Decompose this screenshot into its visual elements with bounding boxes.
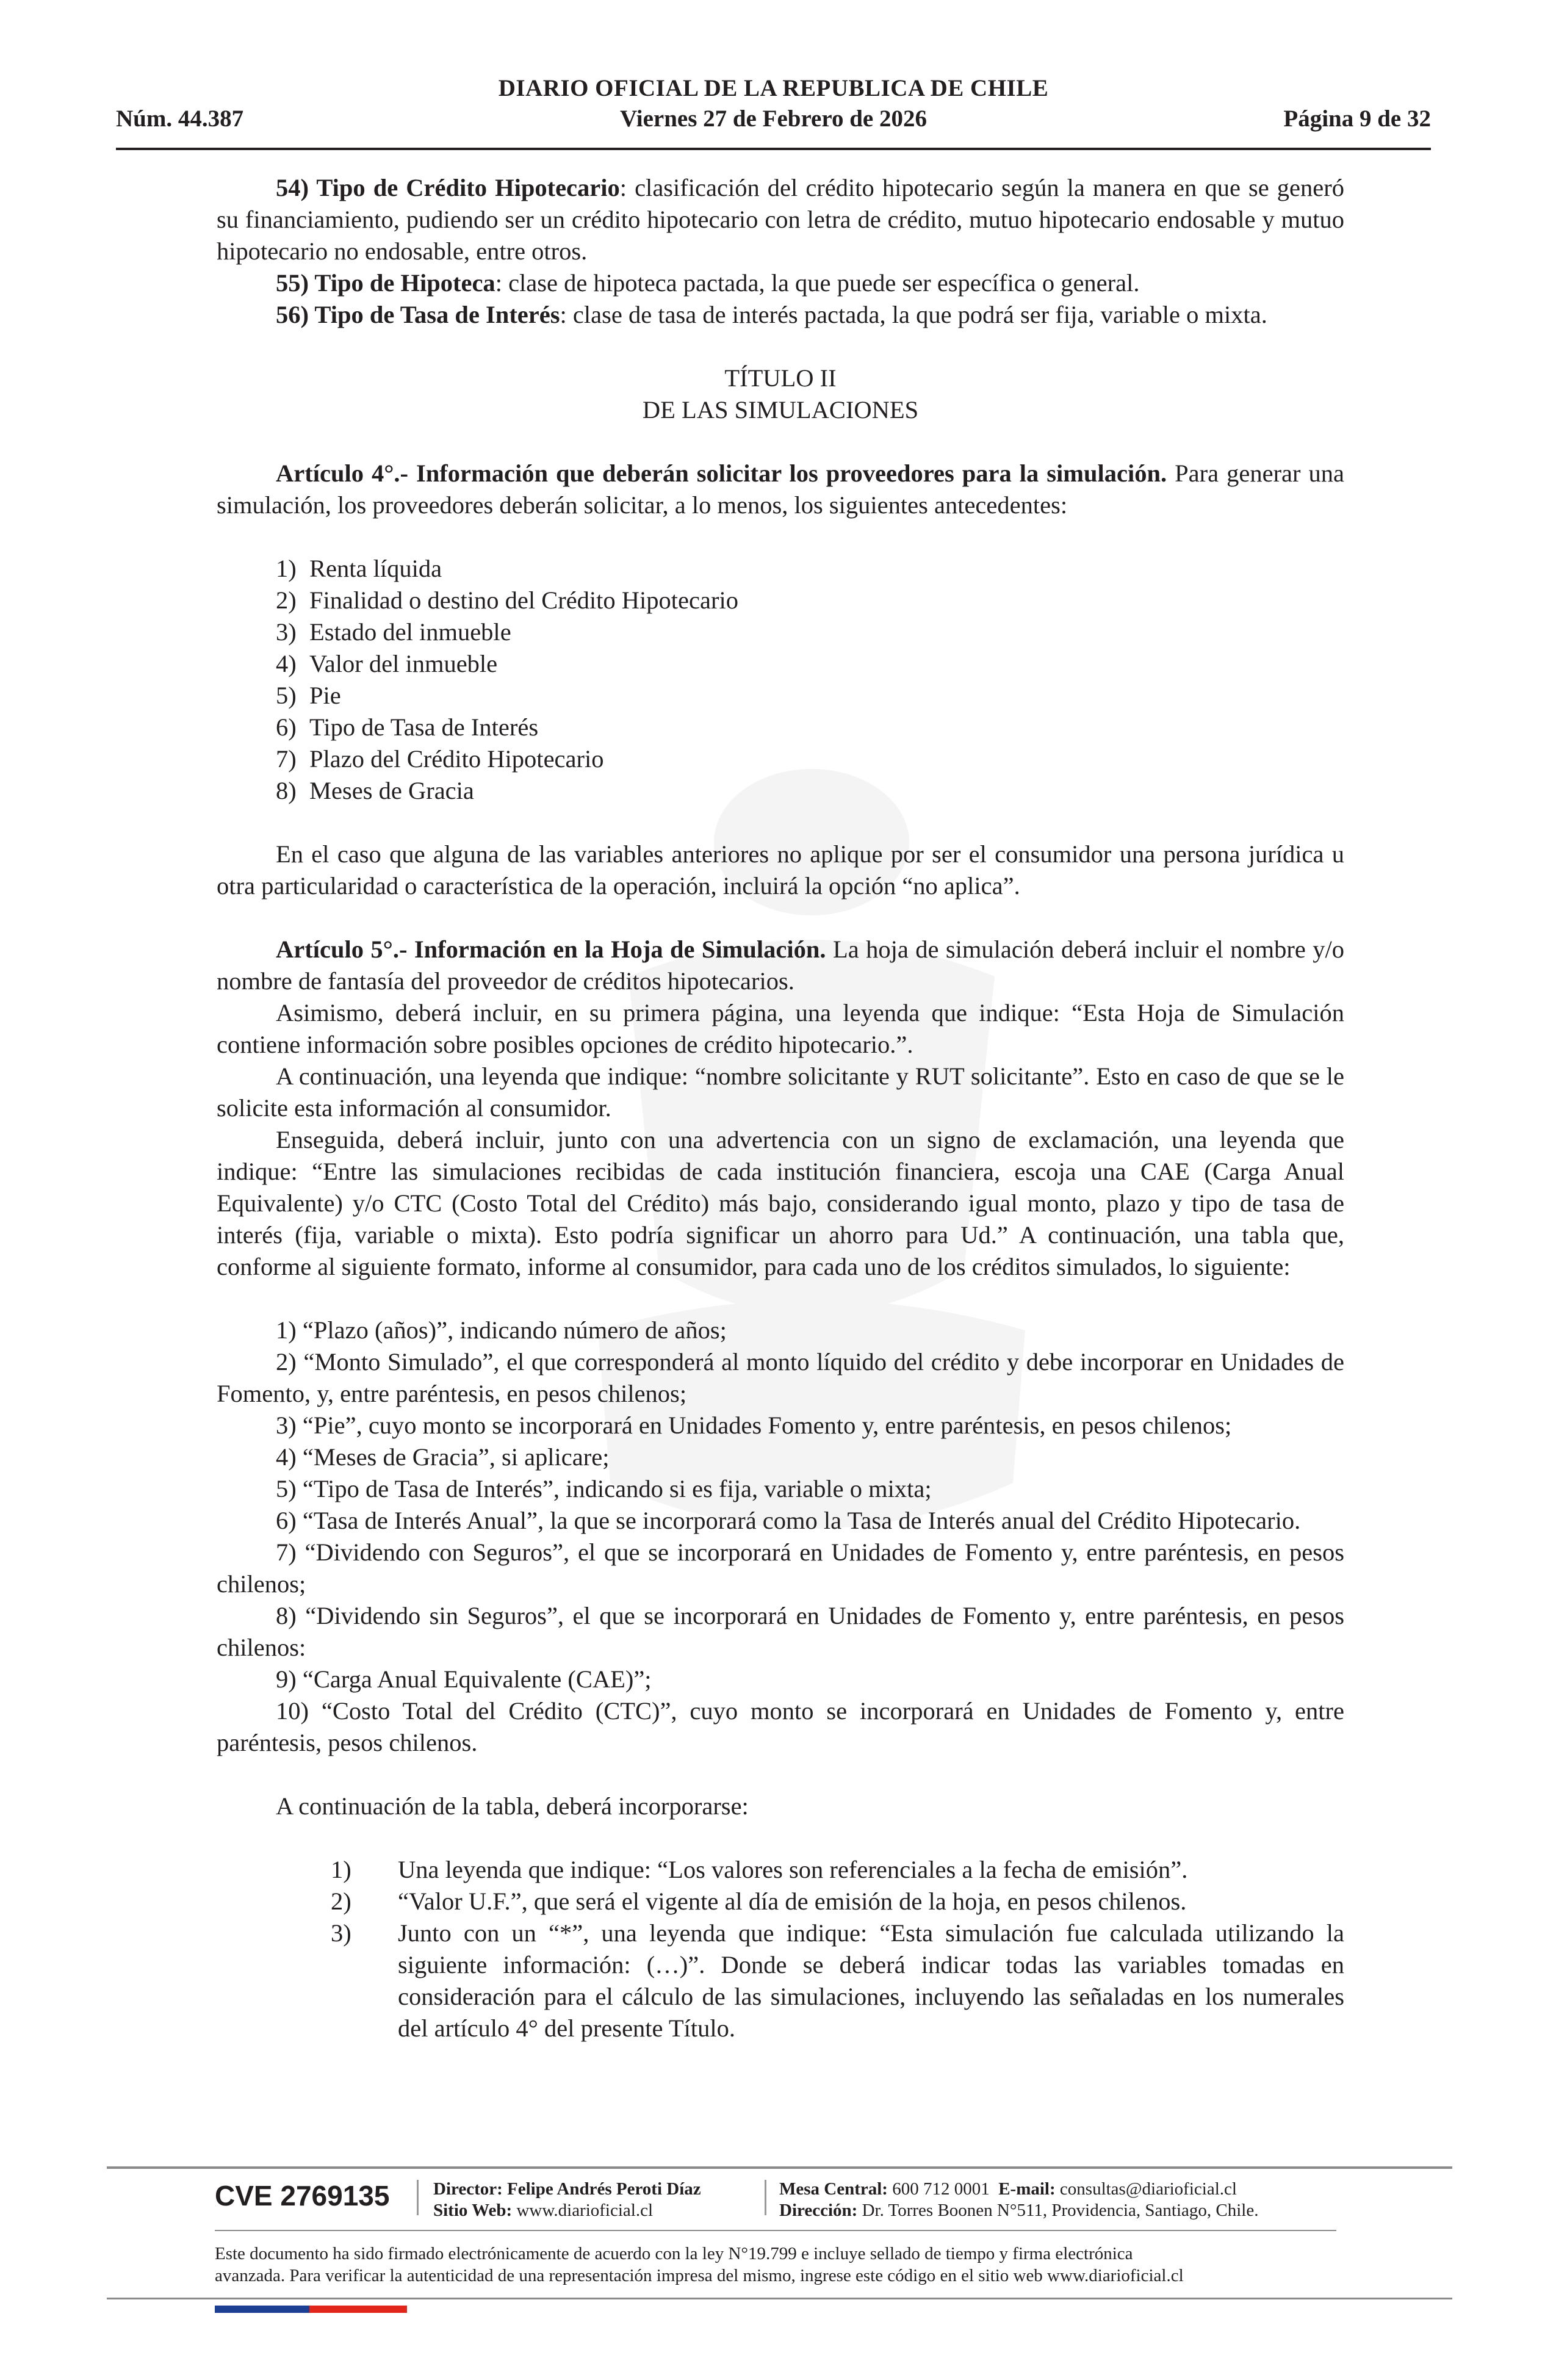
table-item: 10) “Costo Total del Crédito (CTC)”, cuyo monto se incorporará en Unidades de Fomento y, entre paréntesis, pesos chilenos. xyxy=(217,1697,1344,1756)
list-item: 6) Tipo de Tasa de Interés xyxy=(276,713,539,741)
phone-number: 600 712 0001 xyxy=(892,2179,990,2199)
director-name: Felipe Andrés Peroti Díaz xyxy=(507,2179,701,2199)
definition-55: 55) Tipo de Hipoteca: clase de hipoteca pactada, la que puede ser específica o general. xyxy=(276,269,1140,297)
title-name: DE LAS SIMULACIONES xyxy=(642,396,919,424)
table-item: 8) “Dividendo sin Seguros”, el que se incorporará en Unidades de Fomento y, entre paréntesis, en pesos chilenos: xyxy=(217,1602,1344,1661)
page-number: Página 9 de 32 xyxy=(1283,106,1431,132)
legal-notice: Este documento ha sido firmado electrónicamente de acuerdo con la ley N°19.799 e incluye sellado de tiempo y firma electrónica avanzada. Para verificar la autenticidad de una representación impresa del mismo, ingrese este código en el sitio web www.diarioficial.cl xyxy=(215,2244,1184,2285)
sub-list-item: 1) Una leyenda que indique: “Los valores son referenciales a la fecha de emisión”. xyxy=(331,1856,1188,1883)
title-number: TÍTULO II xyxy=(724,364,837,392)
list-item: 3) Estado del inmueble xyxy=(276,618,511,646)
issue-number: Núm. 44.387 xyxy=(116,106,244,132)
definition-term: 55) Tipo de Hipoteca xyxy=(276,269,495,297)
footer-contact-block: Mesa Central: 600 712 0001 E-mail: consultas@diarioficial.cl Dirección: Dr. Torres Boonen N°511, Providencia, Santiago, Chile. xyxy=(779,2179,1259,2220)
document-body xyxy=(217,172,1344,2044)
table-item: 2) “Monto Simulado”, el que corresponderá al monto líquido del crédito y debe incorporar en Unidades de Fomento, y, entre paréntesis, en pesos chilenos; xyxy=(217,1348,1344,1407)
address: Dr. Torres Boonen N°511, Providencia, Santiago, Chile. xyxy=(862,2201,1259,2220)
footer-divider xyxy=(107,2166,1452,2169)
issue-date: Viernes 27 de Febrero de 2026 xyxy=(620,106,927,132)
article-5-paragraph: A continuación, una leyenda que indique: “nombre solicitante y RUT solicitante”. Esto en caso de que se le solicite esta información al consumidor. xyxy=(217,1062,1344,1122)
footer-divider xyxy=(107,2298,1452,2299)
email-link[interactable]: consultas@diarioficial.cl xyxy=(1059,2179,1237,2199)
table-item: 5) “Tipo de Tasa de Interés”, indicando si es fija, variable o mixta; xyxy=(276,1475,932,1502)
footer-director-block: Director: Felipe Andrés Peroti Díaz Sitio Web: www.diarioficial.cl xyxy=(433,2179,701,2220)
sub-list-item: 3) Junto con un “*”, una leyenda que indique: “Esta simulación fue calculada utilizando la siguiente información: (…)”. Donde se deberá indicar todas las variables tomadas en consideración para el cálculo de las simulaciones, incluyendo las señaladas en los numerales del artículo 4° del presente Título. xyxy=(331,1919,1344,2042)
article-4-heading: Artículo 4°.- Información que deberán solicitar los proveedores para la simulación. xyxy=(276,460,1167,487)
table-item: 1) “Plazo (años)”, indicando número de años; xyxy=(276,1316,727,1344)
list-item: 4) Valor del inmueble xyxy=(276,650,498,677)
list-item: 2) Finalidad o destino del Crédito Hipotecario xyxy=(276,586,738,614)
definition-56: 56) Tipo de Tasa de Interés: clase de tasa de interés pactada, la que podrá ser fija, variable o mixta. xyxy=(276,301,1267,328)
flag-bar-red xyxy=(309,2306,407,2313)
page-header xyxy=(116,74,1431,150)
table-item: 4) “Meses de Gracia”, si aplicare; xyxy=(276,1443,610,1471)
article-5-heading: Artículo 5°.- Información en la Hoja de Simulación. xyxy=(276,936,826,963)
list-item: 5) Pie xyxy=(276,682,341,709)
cve-code: CVE 2769135 xyxy=(215,2180,390,2212)
list-item: 7) Plazo del Crédito Hipotecario xyxy=(276,745,604,773)
sub-list-item: 2) “Valor U.F.”, que será el vigente al día de emisión de la hoja, en pesos chilenos. xyxy=(331,1888,1187,1915)
list-item: 1) Renta líquida xyxy=(276,555,442,582)
table-item: 3) “Pie”, cuyo monto se incorporará en Unidades Fomento y, entre paréntesis, en pesos chilenos; xyxy=(276,1412,1232,1439)
footer-divider xyxy=(215,2230,1336,2231)
footer-separator xyxy=(417,2180,419,2215)
article-5-paragraph: Asimismo, deberá incluir, en su primera página, una leyenda que indique: “Esta Hoja de Simulación contiene información sobre posibles opciones de crédito hipotecario.”. xyxy=(217,999,1344,1058)
website-link[interactable]: www.diarioficial.cl xyxy=(516,2201,654,2220)
after-table-intro: A continuación de la tabla, deberá incorporarse: xyxy=(276,1792,749,1820)
article-5-paragraph: Enseguida, deberá incluir, junto con una advertencia con un signo de exclamación, una leyenda que indique: “Entre las simulaciones recibidas de cada institución financiera, escoja una CAE (Carga Anual Equivalente) y/o CTC (Costo Total del Crédito) más bajo, considerando igual monto, plazo y tipo de tasa de interés (fija, variable o mixta). Esto podría significar un ahorro para Ud.” A continuación, una tabla que, conforme al siguiente formato, informe al consumidor, para cada uno de los créditos simulados, lo siguiente: xyxy=(217,1126,1344,1280)
table-item: 7) “Dividendo con Seguros”, el que se incorporará en Unidades de Fomento y, entre paréntesis, en pesos chilenos; xyxy=(217,1538,1344,1598)
definition-54: 54) Tipo de Crédito Hipotecario: clasificación del crédito hipotecario según la manera en que se generó su financiamiento, pudiendo ser un crédito hipotecario con letra de crédito, mutuo hipotecario endosable y mutuo hipotecario no endosable, entre otros. xyxy=(217,174,1344,265)
publication-title: DIARIO OFICIAL DE LA REPUBLICA DE CHILE xyxy=(498,75,1049,101)
table-item: 6) “Tasa de Interés Anual”, la que se incorporará como la Tasa de Interés anual del Crédito Hipotecario. xyxy=(276,1507,1301,1534)
article-4-closing: En el caso que alguna de las variables anteriores no aplique por ser el consumidor una persona jurídica u otra particularidad o característica de la operación, incluirá la opción “no aplica”. xyxy=(217,840,1344,900)
list-item: 8) Meses de Gracia xyxy=(276,777,474,804)
definition-term: 56) Tipo de Tasa de Interés xyxy=(276,301,560,328)
article-4-intro: Artículo 4°.- Información que deberán solicitar los proveedores para la simulación. Para generar una simulación, los proveedores deberán solicitar, a lo menos, los siguientes antecedentes: xyxy=(217,460,1344,519)
article-4-list xyxy=(217,553,1344,807)
article-5-intro: Artículo 5°.- Información en la Hoja de Simulación. La hoja de simulación deberá incluir el nombre y/o nombre de fantasía del proveedor de créditos hipotecarios. xyxy=(217,936,1344,995)
footer-separator xyxy=(765,2180,766,2215)
definition-term: 54) Tipo de Crédito Hipotecario xyxy=(276,174,620,201)
table-item: 9) “Carga Anual Equivalente (CAE)”; xyxy=(276,1665,652,1693)
flag-bar-blue xyxy=(215,2306,309,2313)
